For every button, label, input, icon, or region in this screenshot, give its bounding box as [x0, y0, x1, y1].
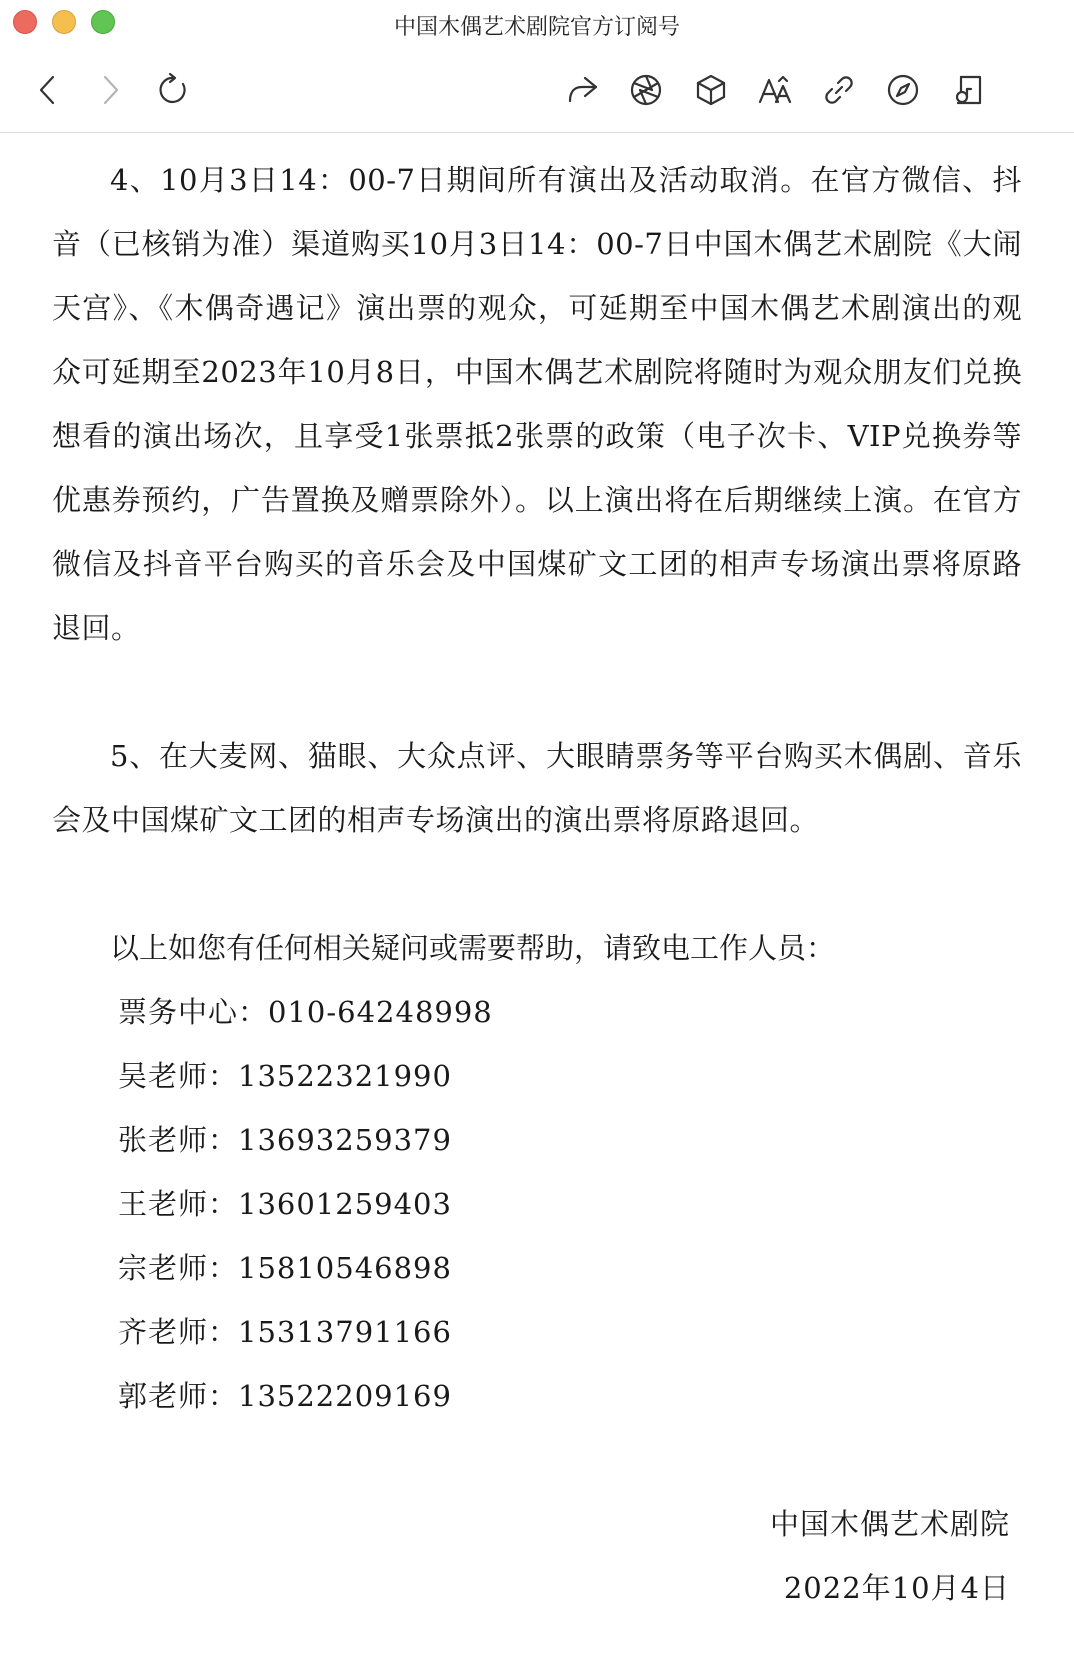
contact-line: 吴老师：13522321990: [118, 1059, 452, 1093]
window-title: 中国木偶艺术剧院官方订阅号: [393, 15, 680, 40]
audio-file-icon: [950, 72, 986, 108]
contact-line: 票务中心：010-64248998: [118, 995, 493, 1029]
reload-icon: [156, 72, 192, 108]
aperture-icon: [628, 72, 664, 108]
title-bar: [0, 0, 1074, 50]
signature-date: 2022年10月4日: [783, 1571, 1010, 1605]
back-button[interactable]: [26, 68, 70, 112]
font-size-button[interactable]: [753, 68, 797, 112]
compass-icon: [885, 72, 921, 108]
paragraph-spacer: [52, 1428, 1022, 1492]
contact-line: 王老师：13601259403: [118, 1187, 452, 1221]
toolbar: [0, 50, 1074, 133]
link-icon: [821, 72, 857, 108]
back-icon: [30, 72, 66, 108]
cube-icon: [693, 72, 729, 108]
open-in-browser-button[interactable]: [881, 68, 925, 112]
contact-line: 张老师：13693259379: [118, 1123, 452, 1157]
forward-button[interactable]: [88, 68, 132, 112]
help-line: 以上如您有任何相关疑问或需要帮助，请致电工作人员：: [110, 931, 836, 965]
paragraph-spacer: [52, 852, 1022, 916]
contact-line: 宗老师：15810546898: [118, 1251, 452, 1285]
contact-line: 齐老师：15313791166: [118, 1315, 452, 1349]
aperture-button[interactable]: [624, 68, 668, 112]
contact-line: 郭老师：13522209169: [118, 1379, 452, 1413]
signature: 中国木偶艺术剧院: [769, 1507, 1010, 1541]
copy-link-button[interactable]: [817, 68, 861, 112]
article-body: [52, 148, 1022, 1620]
share-icon: [564, 72, 600, 108]
share-button[interactable]: [560, 68, 604, 112]
forward-icon: [92, 72, 128, 108]
reload-button[interactable]: [152, 68, 196, 112]
article-paragraph-5: 5、在大麦网、猫眼、大众点评、大眼睛票务等平台购买木偶剧、音乐会及中国煤矿文工团的相声专场演出的演出票将原路退回。: [52, 739, 1022, 837]
listen-button[interactable]: [946, 68, 990, 112]
font-size-icon: [757, 72, 793, 108]
article-paragraph-4: 4、10月3日14：00-7日期间所有演出及活动取消。在官方微信、抖音（已核销为准）渠道购买10月3日14：00-7日中国木偶艺术剧院《大闹天宫》、《木偶奇遇记》演出票的观众，可延期至中国木偶艺术剧演出的观众可延期至2023年10月8日，中国木偶艺术剧院将随时为观众朋友们兑换想看的演出场次，且享受1张票抵2张票的政策（电子次卡、VIP兑换券等优惠券预约，广告置换及赠票除外）。以上演出将在后期继续上演。在官方微信及抖音平台购买的音乐会及中国煤矿文工团的相声专场演出票将原路退回。: [52, 163, 1022, 645]
paragraph-spacer: [52, 660, 1022, 724]
3d-view-button[interactable]: [689, 68, 733, 112]
